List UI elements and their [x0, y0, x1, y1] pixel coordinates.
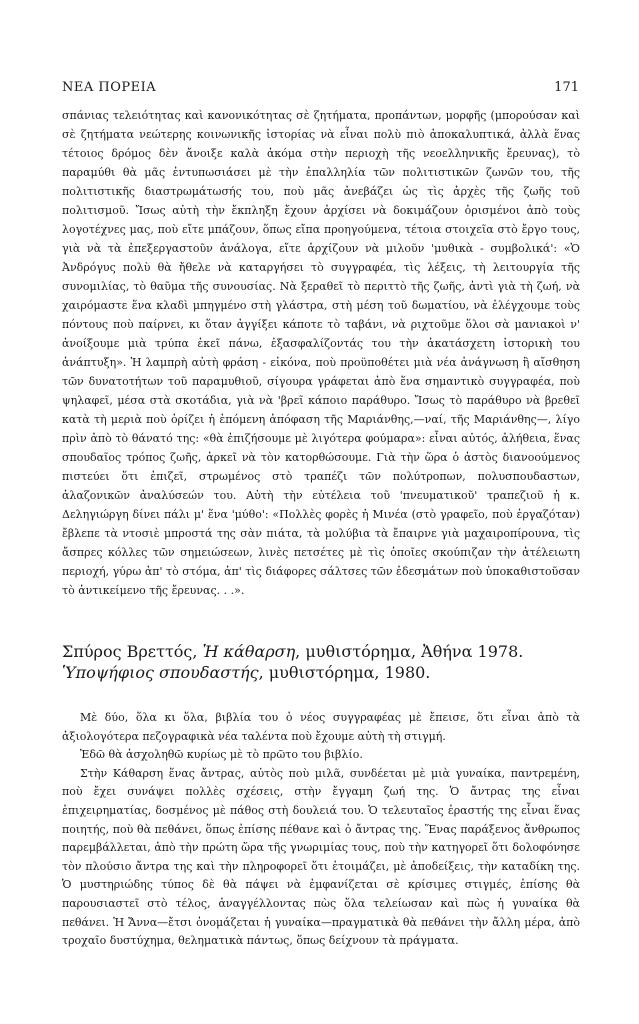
review-heading [62, 641, 580, 683]
review-text [62, 709, 580, 951]
article-paragraph: σπάνιας τελειότητας καὶ κανονικότητας σὲ ζητήματα, προπάντων, μορφῆς (μπορούσαν καὶ σὲ ζητήματα νεώτερης κοινωνικῆς ἱστορίας νὰ εἶναι πολὺ πιὸ ἀποκαλυπτικά, ἀλλὰ ἕνας τέτοιος δρόμος δὲν ἄνοιξε καλὰ ἀκόμα στὴν περιοχὴ τῆς νεοελληνικῆς ἔρευνας), τὸ παραμύθι θὰ μᾶς ἐντυπωσιάσει μὲ τὴν ἐπαλληλία τῶν πολιτιστικῶν ζωνῶν του, τῆς πολιτιστικῆς διαστρωμάτωσής του, ποὺ μᾶς ἀνεβάζει ὡς τὶς ἀρχὲς τῆς ζωῆς τοῦ πολιτισμοῦ. Ἴσως αὐτὴ τὴν ἔκπληξη ἔχουν ἀρχίσει νὰ δοκιμάζουν ὁρισμένοι ἀπὸ τοὺς λογοτέχνες μας, ποὺ εἴτε μπάζουν, ὅπως εἴπα προηγούμενα, τέτοια στοιχεῖα στὸ ἔργο τους, γιὰ νὰ τὰ ἐπεξεργαστοῦν ἀνάλογα, εἴτε ἀρχίζουν νὰ μιλοῦν 'μυθικὰ - συμβολικά': «Ὁ Ἀνδρόγυς πολὺ θὰ ἤθελε νὰ καταργήσει τὸ συγγραφέα, τὶς λέξεις, τὴ λειτουργία τῆς συνομιλίας, τὸ θαῦμα τῆς συνουσίας. Νὰ ξεραθεῖ τὸ περιττὸ τῆς ζωῆς, ἀντὶ γιὰ τὴ ζωή, νὰ χαιρόμαστε ἕνα κλαδὶ μπηγμένο στὴ γλάστρα, στὴ μέση τοῦ δωματίου, νὰ ἐλέγχουμε τοὺς πόντους ποὺ παίρνει, κι ὅταν ἀγγίξει κάποτε τὸ ταβάνι, νὰ ριχτοῦμε ὅλοι σὰ μανιακοὶ ν' ἀνοίξουμε μιὰ τρύπα ἐκεῖ πάνω, ἐξασφαλίζοντάς του τὴν ἀκατάσχετη ἱστορικὴ του ἀνάπτυξη». Ἡ λαμπρὴ αὐτὴ φράση - εἰκόνα, ποὺ προϋποθέτει μιὰ νέα ἀνάγνωση ἢ αἴσθηση τῶν δυνατοτήτων τοῦ παραμυθιοῦ, σίγουρα γράφεται ἀπὸ ἕνα σημαντικὸ συγγραφέα, ποὺ ψηλαφεῖ, μέσα στὰ σκοτάδια, γιὰ νὰ 'βρεῖ κάποιο παράθυρο. Ἴσως τὸ παράθυρο νὰ βρεθεῖ κατὰ τὴ μεριὰ ποὺ ὁρίζει ἡ ἑπόμενη ἀπόφαση τῆς Μαριάνθης,—ναί, τῆς Μαριάνθης—, λίγο πρὶν ἀπὸ τὸ θάνατό της: «θὰ ἐπιζήσουμε μὲ λιγότερα φούμαρα»: εἶναι αὐτός, ἀλήθεια, ἕνας σπουδαῖος τρόπος ζωῆς, ἀρκεῖ νὰ τὸν κατορθώσουμε. Γιὰ τὴν ὥρα ὁ ἀστὸς διανοούμενος πιστεύει ὅτι ἐπιζεῖ, στρωμένος στὸ τραπέζι τῶν πολύτροπων, πολυσπουδαστων, ἀλαζονικῶν ἀναλύσεών του. Αὐτὴ τὴν εὐτέλεια τοῦ 'πνευματικοῦ' τραπεζιοῦ ἡ κ. Δεληγιώργη δίνει πάλι μ' ἕνα 'μύθο': «Πολλὲς φορὲς ἡ Μινέα (στὸ γραφεῖο, ποὺ ἐργαζόταν) ἔβλεπε τὰ ντοσιὲ μπροστά της σὰν πιάτα, τὰ μολύβια τὰ ἔπαιρνε γιὰ μαχαιροπίρουνα, τὶς ἄσπρες κόλλες τῶν σημειώσεων, λινὲς πετσέτες μὲ τὶς ὁποῖες σκούπιζαν τὴν ἀτέλειωτη περιοχή, γύρω ἀπ' τὸ στόμα, ἀπ' τὶς διάφορες σάλτσες τῶν ἐδεσμάτων ποὺ ὑποκαθιστοῦσαν τὸ ἀντικείμενο τῆς ἔρευνας. . .». [62, 109, 580, 597]
running-header [62, 80, 579, 100]
review-author: Σπύρος Βρεττός, [62, 642, 203, 661]
review-book-title-1: Ἡ κάθαρση [202, 642, 296, 661]
review-book-info-2: , μυθιστόρημα, 1980. [258, 663, 431, 682]
page-number: 171 [554, 80, 579, 95]
journal-title: ΝΕΑ ΠΟΡΕΙΑ [62, 80, 157, 95]
review-paragraph: Ἐδῶ θὰ ἀσχοληθῶ κυρίως μὲ τὸ πρῶτο του βιβλίο. [80, 748, 363, 762]
review-paragraph: Μὲ δύο, ὅλα κι ὅλα, βιβλία του ὁ νέος συγγραφέας μὲ ἔπεισε, ὅτι εἶναι ἀπὸ τὰ ἀξιολογότερα πεζογραφικὰ νέα ταλέντα ποὺ ἔχουμε αὐτὴ τὴ στιγμή. [62, 711, 580, 743]
review-paragraph: Στὴν Κάθαρση ἕνας ἄντρας, αὐτὸς ποὺ μιλᾶ, συνδέεται μὲ μιὰ γυναίκα, παντρεμένη, ποὺ ἔχει συνάψει πολλὲς σχέσεις, στὴν ἔγγαμη ζωή της. Ὁ ἄντρας της εἶναι ἐπιχειρηματίας, δοσμένος μὲ πάθος στὴ δουλειά του. Ὁ τελευταῖος ἐραστής της εἶναι ἕνας ποιητής, ποὺ θὰ πεθάνει, ὅπως ἐπίσης πέθανε καὶ ὁ ἄντρας της. Ἕνας παράξενος ἄνθρωπος παρεμβάλλεται, ἀπὸ τὴν πρώτη ὥρα τῆς γνωριμίας τους, ποὺ τὴν κατηγορεῖ ὅτι δολοφόνησε τὸν πλούσιο ἄντρα της καὶ τὴν πληροφορεῖ ὅτι ἑτοιμάζει, μὲ ἀποδείξεις, τὴν καταδίκη της. Ὁ μυστηριώδης τύπος δὲ θὰ πάψει νὰ ἐμφανίζεται σὲ κρίσιμες στιγμές, ἐπίσης θὰ παρουσιαστεῖ στὸ τέλος, ἀναγγέλλοντας πὼς ὅλα τελείωσαν καὶ πὼς ἡ γυναίκα θὰ πεθάνει. Ἡ Ἄννα—ἔτσι ὀνομάζεται ἡ γυναίκα—πραγματικὰ θὰ πεθάνει τὴν ἄλλη μέρα, ἀπὸ τροχαῖο δυστύχημα, θεληματικὰ πάντως, ὅπως δείχνουν τὰ πράγματα. [62, 766, 580, 948]
review-book-info-1: , μυθιστόρημα, Ἀθήνα 1978. [295, 642, 524, 661]
article-text [62, 106, 580, 600]
review-book-title-2: Ὑποψήφιος σπουδαστής [62, 663, 259, 682]
